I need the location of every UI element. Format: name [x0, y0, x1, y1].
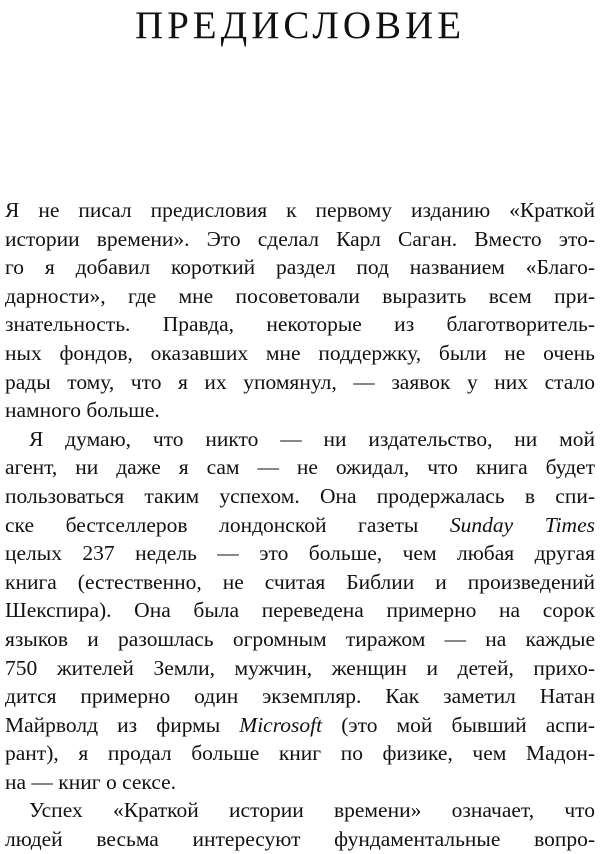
text-line: людей весьма интересуют фундаментальные вопро-	[5, 827, 595, 852]
text-line: дится примерно один экземпляр. Как заметил Натан	[5, 684, 595, 709]
page-title: ПРЕДИСЛОВИЕ	[134, 4, 466, 47]
text-line: Майрволд из фирмы Microsoft (это мой бывший аспи-	[5, 712, 595, 737]
text-line: го я добавил короткий раздел под названием «Благо-	[5, 255, 595, 280]
text-line: Я думаю, что никто — ни издательство, ни мой	[29, 426, 595, 451]
text-line: знательность. Правда, некоторые из благотворитель-	[5, 312, 595, 337]
text-line: Успех «Краткой истории времени» означает, что	[29, 798, 595, 823]
italic-term: Sunday Times	[449, 512, 595, 537]
text-line: агент, ни даже я сам — не ожидал, что книга будет	[5, 455, 595, 480]
text-line: ске бестселлеров лондонской газеты Sunday Times	[5, 512, 595, 537]
text-line: дарности», где мне посоветовали выразить всем при-	[5, 283, 595, 308]
text-line: Шекспира). Она была переведена примерно на сорок	[5, 598, 595, 623]
text-line: пользоваться таким успехом. Она продержалась в спи-	[5, 483, 595, 508]
italic-term: Microsoft	[239, 712, 323, 737]
text-line: целых 237 недель — это больше, чем любая другая	[5, 541, 595, 566]
body-text	[5, 196, 595, 854]
text-line: языков и разошлась огромным тиражом — на каждые	[5, 626, 595, 651]
text-line: истории времени». Это сделал Карл Саган. Вместо это-	[5, 226, 595, 251]
text-line: Я не писал предисловия к первому изданию «Краткой	[5, 198, 595, 222]
text-line: книга (естественно, не считая Библии и произведений	[5, 569, 595, 594]
text-line: 750 жителей Земли, мужчин, женщин и детей, прихо-	[5, 655, 595, 680]
text-line: намного больше.	[5, 398, 160, 423]
text-line: рады тому, что я их упомянул, — заявок у них стало	[5, 369, 595, 394]
text-line: ных фондов, оказавших мне поддержку, были не очень	[5, 340, 595, 365]
text-line: на — книг о сексе.	[5, 769, 177, 794]
text-line: рант), я продал больше книг по физике, чем Мадон-	[5, 741, 595, 766]
